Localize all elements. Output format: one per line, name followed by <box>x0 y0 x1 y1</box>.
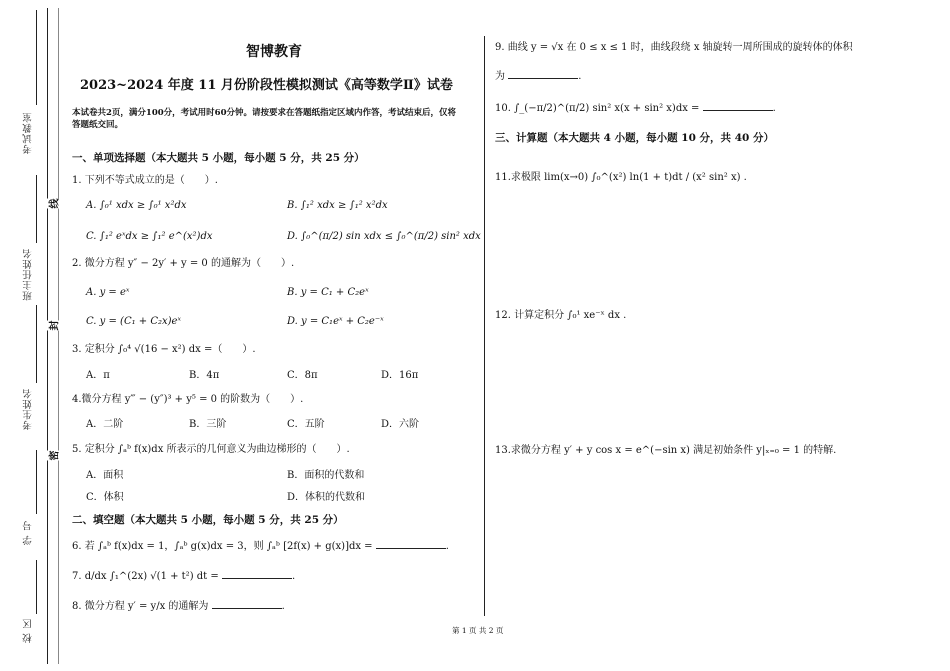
q3-option-c: C．8π <box>287 370 318 381</box>
q7-text: 7. d/dx ∫₁^(2x) √(1 + t²) dt = <box>72 571 219 582</box>
q8: 8. 微分方程 y′ = y/x 的通解为 . <box>72 598 285 613</box>
margin-student-name: 考生姓名 <box>23 388 34 430</box>
q6-answer-blank[interactable] <box>376 538 446 549</box>
q10-answer-blank[interactable] <box>703 100 773 111</box>
q2-stem: 2. 微分方程 y″ − 2y′ + y = 0 的通解为（ ）. <box>72 258 295 269</box>
fill-line-student-id <box>36 450 37 514</box>
fill-line-student-name <box>36 305 37 383</box>
exam-notice: 本试卷共2页，满分100分，考试用时60分钟。请按要求在答题纸指定区域内作答，考试结束后，仅将答题纸交回。 <box>72 108 456 131</box>
section-3-title: 三、计算题（本大题共 4 小题，每小题 10 分，共 40 分） <box>495 132 774 144</box>
seal-mark-feng: 封 <box>46 321 61 331</box>
q10: 10. ∫_(−π/2)^(π/2) sin² x(x + sin² x)dx = . <box>495 100 776 115</box>
q2-option-a: A. y = eˣ <box>86 287 130 298</box>
q6: 6. 若 ∫ₐᵇ f(x)dx = 1，∫ₐᵇ g(x)dx = 3，则 ∫ₐᵇ [2f(x) + g(x)]dx = . <box>72 538 449 553</box>
q7-answer-blank[interactable] <box>222 568 292 579</box>
q4-option-a: A．二阶 <box>86 419 124 430</box>
q2-option-d: D. y = C₁eˣ + C₂e⁻ˣ <box>287 316 384 327</box>
q1-option-b: B. ∫₁² xdx ≥ ∫₁² x²dx <box>287 200 388 211</box>
fill-line-school <box>36 560 37 614</box>
page-footer: 第 1 页 共 2 页 <box>452 626 504 635</box>
q3-option-d: D．16π <box>381 370 419 381</box>
margin-school: 校 区 <box>23 618 34 644</box>
q3-option-a: A．π <box>86 370 110 381</box>
q7: 7. d/dx ∫₁^(2x) √(1 + t²) dt = . <box>72 568 295 583</box>
q4-stem: 4.微分方程 y‴ − (y″)³ + y⁵ = 0 的阶数为（ ）. <box>72 394 304 405</box>
margin-line-left <box>47 8 48 664</box>
q8-answer-blank[interactable] <box>212 598 282 609</box>
column-divider <box>484 36 485 616</box>
q1-option-d: D. ∫₀^(π/2) sin xdx ≤ ∫₀^(π/2) sin² xdx <box>287 231 481 242</box>
q13: 13.求微分方程 y′ + y cos x = e^(−sin x) 满足初始条件 y|ₓ₌₀ = 1 的特解. <box>495 445 837 456</box>
exam-title: 2023~2024 年度 11 月份阶段性模拟测试《高等数学Ⅱ》试卷 <box>80 78 453 93</box>
org-name: 智博教育 <box>246 44 302 60</box>
q1-option-a: A. ∫₀¹ xdx ≥ ∫₀¹ x²dx <box>86 200 187 211</box>
q4-option-d: D．六阶 <box>381 419 420 430</box>
q5-stem: 5. 定积分 ∫ₐᵇ f(x)dx 所表示的几何意义为曲边梯形的（ ）. <box>72 444 350 455</box>
q3-stem: 3. 定积分 ∫₀⁴ √(16 − x²) dx =（ ）. <box>72 344 256 355</box>
margin-student-id: 学 号 <box>23 520 34 546</box>
q4-option-b: B．三阶 <box>189 419 227 430</box>
q9-line1: 9. 曲线 y = √x 在 0 ≤ x ≤ 1 时，曲线段绕 x 轴旋转一周所围成的旋转体的体积 <box>495 42 853 53</box>
seal-mark-mi: 密 <box>46 451 61 461</box>
q5-option-b: B．面积的代数和 <box>287 470 365 481</box>
fill-line-teacher <box>36 175 37 243</box>
q10-text: 10. ∫_(−π/2)^(π/2) sin² x(x + sin² x)dx = <box>495 103 700 114</box>
q6-text: 6. 若 ∫ₐᵇ f(x)dx = 1，∫ₐᵇ g(x)dx = 3，则 ∫ₐᵇ [2f(x) + g(x)]dx = <box>72 541 373 552</box>
q5-option-a: A．面积 <box>86 470 124 481</box>
q9-line2: 为 . <box>495 68 581 83</box>
fill-line-exam-room <box>36 10 37 105</box>
q2-option-c: C. y = (C₁ + C₂x)eˣ <box>86 316 182 327</box>
q11: 11.求极限 lim(x→0) ∫₀^(x²) ln(1 + t)dt / (x² sin² x) . <box>495 172 747 183</box>
q12: 12. 计算定积分 ∫₀¹ xe⁻ˣ dx . <box>495 310 627 321</box>
margin-teacher-name: 班主任姓名 <box>23 248 34 301</box>
q4-option-c: C．五阶 <box>287 419 325 430</box>
q5-option-d: D．体积的代数和 <box>287 492 366 503</box>
q8-text: 8. 微分方程 y′ = y/x 的通解为 <box>72 601 209 612</box>
q3-option-b: B．4π <box>189 370 220 381</box>
seal-mark-xian: 线 <box>46 199 61 209</box>
margin-exam-room: 考试教室 <box>23 112 34 154</box>
q9-answer-blank[interactable] <box>508 68 578 79</box>
section-2-title: 二、填空题（本大题共 5 小题，每小题 5 分，共 25 分） <box>72 514 344 526</box>
q1-stem: 1. 下列不等式成立的是（ ）. <box>72 175 218 186</box>
q5-option-c: C．体积 <box>86 492 124 503</box>
margin-line-inner <box>58 8 59 664</box>
q2-option-b: B. y = C₁ + C₂eˣ <box>287 287 369 298</box>
q1-option-c: C. ∫₁² eˣdx ≥ ∫₁² e^(x²)dx <box>86 231 213 242</box>
section-1-title: 一、单项选择题（本大题共 5 小题，每小题 5 分，共 25 分） <box>72 152 365 164</box>
q9-text: 为 <box>495 71 505 82</box>
